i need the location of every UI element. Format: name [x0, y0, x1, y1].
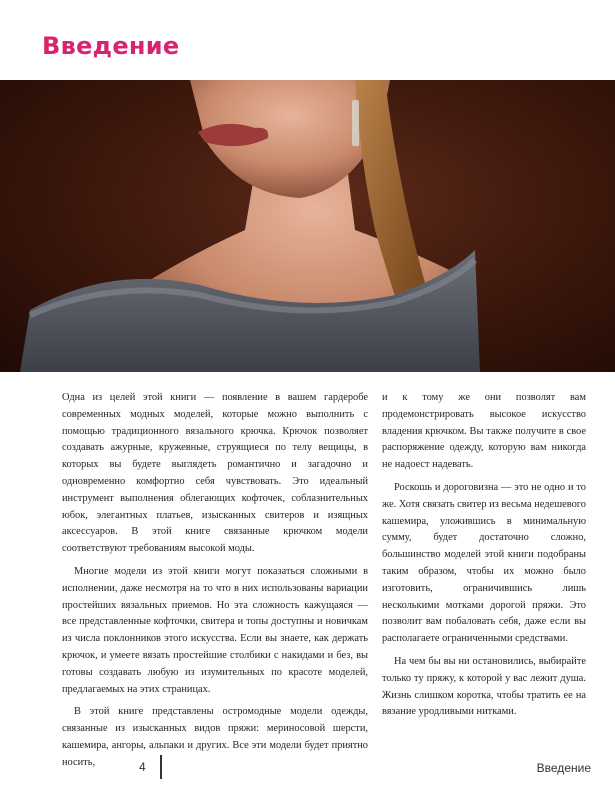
- text-column-left: [62, 390, 368, 778]
- paragraph: В этой книге представлены остромодные модели одежды, связанные из изысканных видов пряжи: мериносовой шерсти, кашемира, ангоры, альпаки и других. Все эти модели будет приятно носить,: [62, 706, 368, 768]
- paragraph: и к тому же они позволят вам продемонстрировать высокое искусство владения крючком. Вы также получите в свое распоряжение одежду, которую вам никогда не надоест надевать.: [382, 392, 586, 471]
- footer-divider: [160, 755, 162, 779]
- footer-section-title: Введение: [536, 761, 591, 775]
- paragraph: Многие модели из этой книги могут показаться сложными в исполнении, даже несмотря на то что в них использованы вариации простейших вязальных приемов. Но эта сложность кажущаяся — все представленные кофточки, свитера и топы доступны и новичкам из числа поклонников этого искусства. Если вы знаете, как держать крючок, и умеете вязать простейшие столбики с накидами и без, вы готовы создавать любую из изумительных по красоте моделей, предлагаемых на этих страницах.: [62, 565, 368, 695]
- page-title: Введение: [42, 32, 180, 60]
- page-number: 4: [139, 760, 146, 774]
- hero-photo: [0, 80, 615, 372]
- paragraph: Роскошь и дороговизна — это не одно и то же. Хотя связать свитер из весьма недешевого кашемира, уложившись в минимальную сумму, будет достаточно сложно, большинство моделей этой книги подобраны таким образом, чтобы их можно было изготовить, ограничившись лишь несколькими мотками дорогой пряжи. Это позволит вам побаловать себя, даже если вы располагаете ограниченными средствами.: [382, 481, 586, 645]
- paragraph: На чем бы вы ни остановились, выбирайте только ту пряжу, к которой у вас лежит душа. Жизнь слишком коротка, чтобы тратить ее на вязание уродливыми нитками.: [382, 655, 586, 718]
- paragraph: Одна из целей этой книги — появление в вашем гардеробе современных модных моделей, которые можно выполнить с помощью традиционного вязального крючка. Крючок позволяет создавать ажурные, кружевные, струящиеся по телу вещицы, в которых вы будете выглядеть романтично и загадочно и одновременно комфортно себя чувствовать. Это идеальный инструмент выполнения облегающих кофточек, соблазнительных юбок, элегантных платьев, изысканных свитеров и изящных аксессуаров. В этой книге связанные крючком модели соответствуют требованиям высокой моды.: [62, 392, 368, 555]
- earring-shape: [352, 100, 359, 146]
- model-photo-illustration: [0, 80, 615, 372]
- text-column-right: [382, 390, 586, 727]
